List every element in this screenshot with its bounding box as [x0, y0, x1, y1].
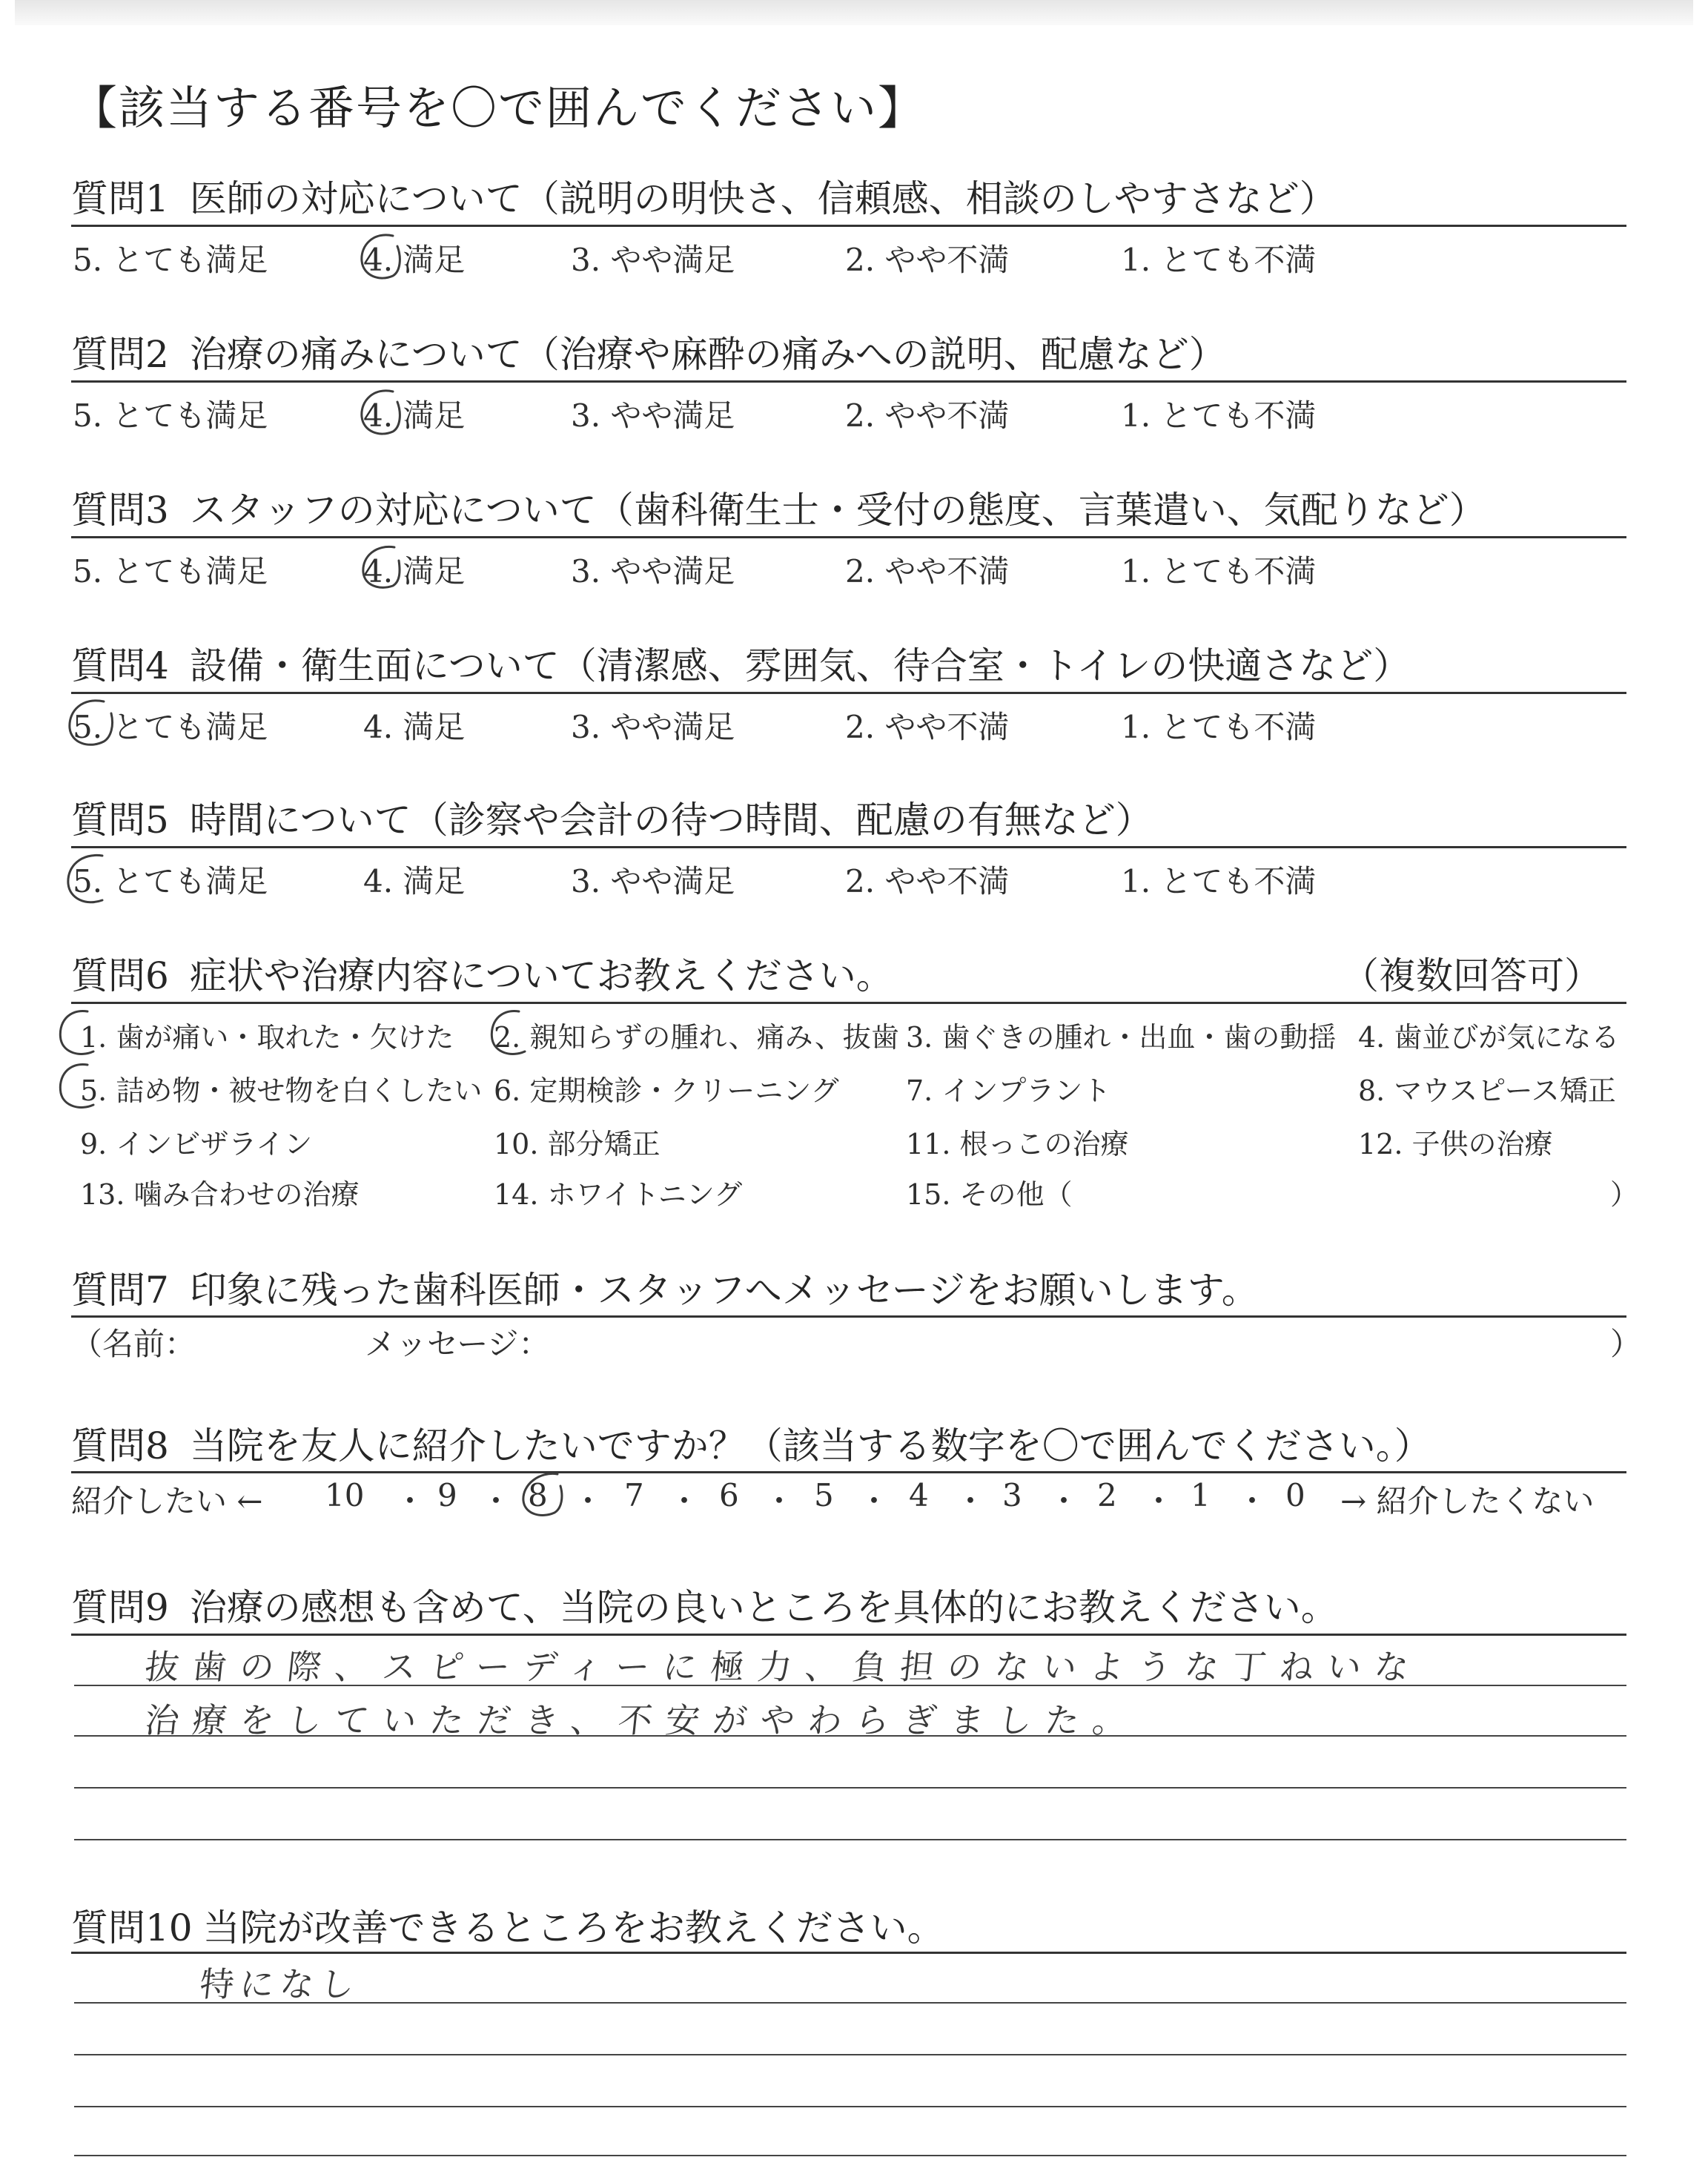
question-3: [71, 480, 1626, 534]
option-2[interactable]: 2. やや不満: [845, 709, 1010, 745]
option-3[interactable]: 3. やや満足: [571, 397, 735, 434]
option-4[interactable]: 4. 満足: [363, 553, 466, 589]
option-3[interactable]: 3. やや満足: [571, 242, 735, 278]
scale-dot: ・: [480, 1483, 512, 1519]
scale-7[interactable]: 7: [624, 1477, 644, 1513]
question-text: 症状や治療内容についてお教えください。: [189, 954, 893, 997]
question-2: [71, 325, 1626, 378]
option-5[interactable]: 5. とても満足: [73, 863, 268, 899]
option-2[interactable]: 2. やや不満: [845, 863, 1010, 899]
answer-line: [74, 2106, 1626, 2107]
option-4[interactable]: 4. 満足: [363, 863, 466, 899]
option-1[interactable]: 1. とても不満: [1121, 863, 1317, 899]
question-text: スタッフの対応について（歯科衛生士・受付の態度、言葉遣い、気配りなど）: [189, 489, 1486, 532]
question-9: [71, 1578, 1626, 1631]
option-4[interactable]: 4. 満足: [363, 709, 466, 745]
answer-line: [74, 1839, 1626, 1840]
handwritten-answer-line-2: 治療をしていただき、不安がやわらぎました。: [142, 1700, 1142, 1740]
question-4: [71, 636, 1626, 690]
message-label: メッセージ：: [365, 1326, 550, 1362]
question-rule: [71, 225, 1626, 227]
symptom-option-10[interactable]: 10. 部分矯正: [494, 1128, 661, 1160]
question-number: 質問10: [71, 1906, 193, 1949]
scale-dot: ・: [955, 1483, 987, 1519]
symptom-option-1[interactable]: 1. 歯が痛い・取れた・欠けた: [80, 1021, 454, 1054]
symptom-option-12[interactable]: 12. 子供の治療: [1358, 1128, 1553, 1160]
option-5[interactable]: 5. とても満足: [73, 397, 268, 434]
symptom-option-14[interactable]: 14. ホワイトニング: [494, 1178, 743, 1211]
symptom-option-11[interactable]: 11. 根っこの治療: [906, 1128, 1129, 1160]
question-text: 当院を友人に紹介したいですか？（該当する数字を〇で囲んでください。）: [189, 1424, 1431, 1467]
answer-line: [74, 1787, 1626, 1789]
symptom-option-6[interactable]: 6. 定期検診・クリーニング: [494, 1074, 839, 1107]
scale-dot: ・: [394, 1483, 426, 1519]
question-number: 質問6: [71, 954, 169, 997]
question-rule: [71, 1471, 1626, 1473]
scale-1[interactable]: 1: [1191, 1477, 1211, 1513]
question-rule: [71, 536, 1626, 538]
scale-dot: ・: [764, 1483, 795, 1519]
option-4[interactable]: 4. 満足: [363, 397, 466, 434]
message-close-paren: ）: [1610, 1326, 1642, 1362]
question-text: 当院が改善できるところをお教えください。: [202, 1906, 944, 1949]
scale-3[interactable]: 3: [1002, 1477, 1022, 1513]
question-rule: [71, 846, 1626, 848]
question-text: 印象に残った歯科医師・スタッフへメッセージをお願いします。: [189, 1269, 1259, 1312]
option-1[interactable]: 1. とても不満: [1121, 242, 1317, 278]
question-text: 設備・衛生面について（清潔感、雰囲気、待合室・トイレの快適さなど）: [189, 644, 1411, 687]
scale-4[interactable]: 4: [909, 1477, 929, 1513]
option-5[interactable]: 5. とても満足: [73, 553, 268, 589]
scale-6[interactable]: 6: [719, 1477, 739, 1513]
answer-line: [74, 2054, 1626, 2055]
option-3[interactable]: 3. やや満足: [571, 553, 735, 589]
question-1: [71, 169, 1626, 222]
other-close-paren: ）: [1610, 1178, 1639, 1211]
handwritten-answer-line-1: 抜歯の際、スピーディーに極力、負担のないような丁ねいな: [142, 1647, 1425, 1687]
question-text: 医師の対応について（説明の明快さ、信頼感、相談のしやすさなど）: [189, 177, 1337, 220]
name-label: （名前：: [71, 1326, 196, 1362]
symptom-option-2[interactable]: 2. 親知らずの腫れ、痛み、抜歯: [494, 1021, 899, 1054]
option-1[interactable]: 1. とても不満: [1121, 709, 1317, 745]
recommend-left-label: 紹介したい ←: [71, 1483, 263, 1519]
answer-line: [74, 2155, 1626, 2156]
option-3[interactable]: 3. やや満足: [571, 709, 735, 745]
question-rule: [71, 1315, 1626, 1318]
symptom-option-3[interactable]: 3. 歯ぐきの腫れ・出血・歯の動揺: [906, 1021, 1337, 1054]
multiple-answers-note: （複数回答可）: [1342, 954, 1601, 997]
symptom-option-15[interactable]: 15. その他（: [906, 1178, 1073, 1211]
question-8: [71, 1416, 1626, 1470]
question-7: [71, 1261, 1626, 1314]
scale-dot: ・: [858, 1483, 890, 1519]
question-number: 質問2: [71, 333, 169, 376]
question-10: [71, 1898, 1626, 1952]
symptom-option-13[interactable]: 13. 噛み合わせの治療: [80, 1178, 360, 1211]
question-rule: [71, 1002, 1626, 1004]
scale-10[interactable]: 10: [325, 1477, 365, 1513]
symptom-option-8[interactable]: 8. マウスピース矯正: [1358, 1074, 1616, 1107]
scale-5[interactable]: 5: [814, 1477, 834, 1513]
symptom-option-5[interactable]: 5. 詰め物・被せ物を白くしたい: [80, 1074, 483, 1107]
symptom-option-7[interactable]: 7. インプラント: [906, 1074, 1111, 1107]
question-text: 治療の感想も含めて、当院の良いところを具体的にお教えください。: [189, 1586, 1338, 1629]
instructions-heading: 【該当する番号を〇で囲んでください】: [71, 81, 926, 135]
question-number: 質問7: [71, 1269, 169, 1312]
scale-2[interactable]: 2: [1097, 1477, 1117, 1513]
option-4[interactable]: 4. 満足: [363, 242, 466, 278]
scan-edge: [15, 0, 1693, 25]
question-rule: [71, 1952, 1626, 1954]
question-text: 治療の痛みについて（治療や麻酔の痛みへの説明、配慮など）: [189, 333, 1226, 376]
option-5[interactable]: 5. とても満足: [73, 242, 268, 278]
option-2[interactable]: 2. やや不満: [845, 397, 1010, 434]
question-rule: [71, 692, 1626, 694]
option-2[interactable]: 2. やや不満: [845, 242, 1010, 278]
scale-dot: ・: [1048, 1483, 1080, 1519]
question-number: 質問1: [71, 177, 169, 220]
question-rule: [71, 1634, 1626, 1636]
scale-9[interactable]: 9: [437, 1477, 457, 1513]
recommend-right-label: → 紹介したくない: [1340, 1483, 1595, 1519]
scale-dot: ・: [1237, 1483, 1268, 1519]
question-text: 時間について（診察や会計の待つ時間、配慮の有無など）: [189, 799, 1153, 842]
question-number: 質問4: [71, 644, 169, 687]
scale-dot: ・: [1143, 1483, 1175, 1519]
handwritten-answer-q10: 特になし: [197, 1964, 363, 2004]
question-6: [71, 946, 1626, 1000]
option-3[interactable]: 3. やや満足: [571, 863, 735, 899]
scale-0[interactable]: 0: [1285, 1477, 1305, 1513]
question-number: 質問9: [71, 1586, 169, 1629]
symptom-option-4[interactable]: 4. 歯並びが気になる: [1358, 1021, 1620, 1054]
option-5[interactable]: 5. とても満足: [73, 709, 268, 745]
scale-8[interactable]: 8: [528, 1477, 548, 1513]
scale-dot: ・: [669, 1483, 701, 1519]
symptom-option-9[interactable]: 9. インビザライン: [80, 1128, 313, 1160]
question-number: 質問5: [71, 799, 169, 842]
question-number: 質問3: [71, 489, 169, 532]
question-rule: [71, 380, 1626, 383]
option-1[interactable]: 1. とても不満: [1121, 553, 1317, 589]
option-2[interactable]: 2. やや不満: [845, 553, 1010, 589]
question-5: [71, 790, 1626, 844]
question-number: 質問8: [71, 1424, 169, 1467]
option-1[interactable]: 1. とても不満: [1121, 397, 1317, 434]
scale-dot: ・: [572, 1483, 604, 1519]
